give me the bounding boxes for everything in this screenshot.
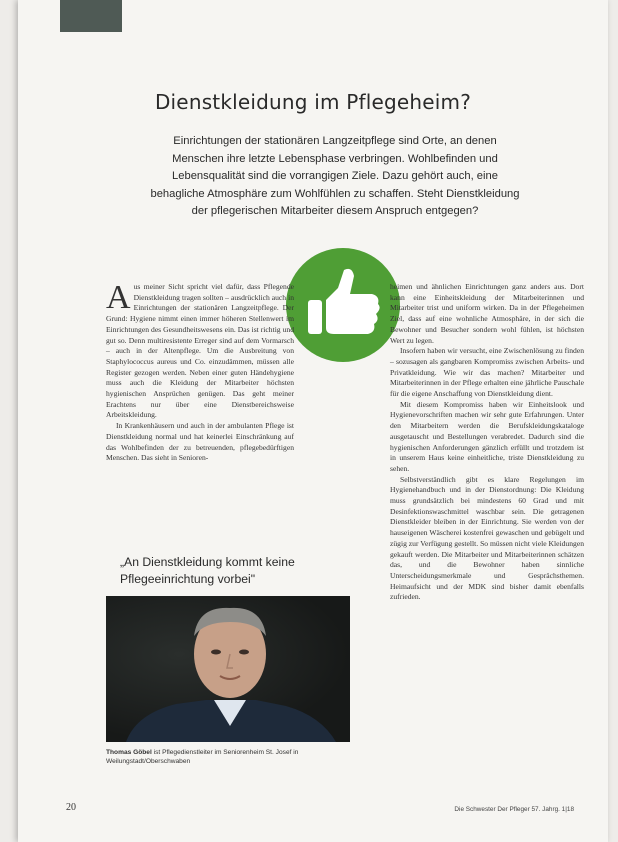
article-column-left (106, 279, 294, 464)
magazine-page (18, 0, 608, 842)
author-portrait (106, 596, 350, 742)
left-paragraph-2: In Krankenhäusern und auch in der ambulanten Pflege ist Dienstkleidung normal und hat keinerlei Einschränkung auf das Wohlbefinden der zu betreuenden, pflegebedürftigen Menschen. Das sieht in Senioren- (106, 421, 294, 463)
right-paragraph-1: heimen und ähnlichen Einrichtungen ganz anders aus. Dort kann eine Einheitskleidung der Mitarbeiterinnen und Mitarbeiter trist und uniform wirken. Da in der Pflegeheimen Ziel, dass auf eine wohnliche Atmosphäre, in der sich die Bewohner und Besucher sondern wohl fühlen, ist höchsten Wert zu legen. (390, 282, 584, 345)
article-title: Dienstkleidung im Pflegeheim? (154, 90, 472, 114)
left-paragraph-1 (106, 279, 294, 421)
left-paragraph-1-text: us meiner Sicht spricht viel dafür, dass Pflegende Dienstkleidung tragen sollten – ausdrücklich auch in Einrichtungen der stationären Langzeitpflege. Der Grund: Hygiene nimmt einen immer höheren Stellenwert im Einrichtungen des Gesundheitswesens ein. Das ist richtig und gut so. Denn multiresistente Erreger sind auf dem Vormarsch – auch in der Altenpflege. Um die Ausbreitung von Staphylococcus aureus und Co. einzudämmen, müssen alle Register gezogen werden. Neben einer guten Händehygiene muss auch die Kleidung der Mitarbeiter höchsten hygienischen Ansprüchen genügen. Das geht meiner Erachtens nur über eine Dienstbereichsweise Arbeitskleidung. (106, 282, 294, 420)
pull-quote: „An Dienstkleidung kommt keine Pflegeeinrichtung vorbei" (120, 555, 295, 586)
right-paragraph-3: Mit diesem Kompromiss haben wir Einheitslook und Hygienevorschriften machen wir sehr gute Erfahrungen. Unter den Mitarbeitern werden die Berufskleidungskataloge ausgetauscht und Bestellungen verabredet. Dadurch sind die hygienischen Anforderungen gänzlich erfüllt und trotzdem ist in unserem Haus keine einheitliche, triste Dienstkleidung zu sehen. (390, 399, 584, 473)
drop-cap: A (106, 279, 131, 316)
caption-name: Thomas Göbel (106, 749, 152, 756)
article-column-right (390, 282, 584, 603)
caption-text: ist Pflegedienstleiter im Seniorenheim St. Josef in Weilungstadt/Oberschwaben (106, 749, 299, 765)
page-number: 20 (66, 802, 76, 813)
corner-color-block (60, 0, 122, 32)
thumbs-up-icon (286, 248, 400, 362)
right-paragraph-2: Insofern haben wir versucht, eine Zwischenlösung zu finden – sozusagen als gangbaren Kompromiss zwischen Arbeits- und Privatkleidung. Wie wir das machen? Mitarbeiter und Mitarbeiterinnen in der Pflege erhalten eine jährliche Pauschale für die eigene Anschaffung von Dienstkleidung dient. (390, 346, 584, 399)
article-lead: Einrichtungen der stationären Langzeitpflege sind Orte, an denen Menschen ihre letzte Lebensphase verbringen. Wohlbefinden und Lebensqualität sind die vorrangigen Ziele. Dazu gehört auch, eine behagliche Atmosphäre zum Wohlfühlen zu schaffen. Steht Dienstkleidung der pflegerischen Mitarbeiter diesem Anspruch entgegen? (150, 135, 520, 217)
footer-source: Die Schwester Der Pfleger 57. Jahrg. 1|18 (454, 806, 574, 813)
portrait-illustration (106, 596, 350, 742)
thumbs-up-graphic (286, 248, 400, 362)
right-paragraph-4: Selbstverständlich gibt es klare Regelungen im Hygienehandbuch und in der Dienstordnung: Die Kleidung muss grundsätzlich bei mindestens 60 Grad und mit Desinfektionswaschmittel waschbar sein. Die getragenen Dienstkleider bleiben in der Einrichtung. Sie werden von der hauseigenen Wäscherei kostenfrei gewaschen und gebügelt und zügig zur Verfügung gestellt. So müssen nicht viele Kleidungen gekauft werden. Die Mitarbeiter und Mitarbeiterinnen schätzen das, und die Bewohner haben sinnliche Unterscheidungsmerkmale und Gesprächsthemen. Heimaufsicht und der MDK sind bisher damit ebenfalls zufrieden. (390, 474, 584, 602)
photo-caption (106, 748, 346, 766)
